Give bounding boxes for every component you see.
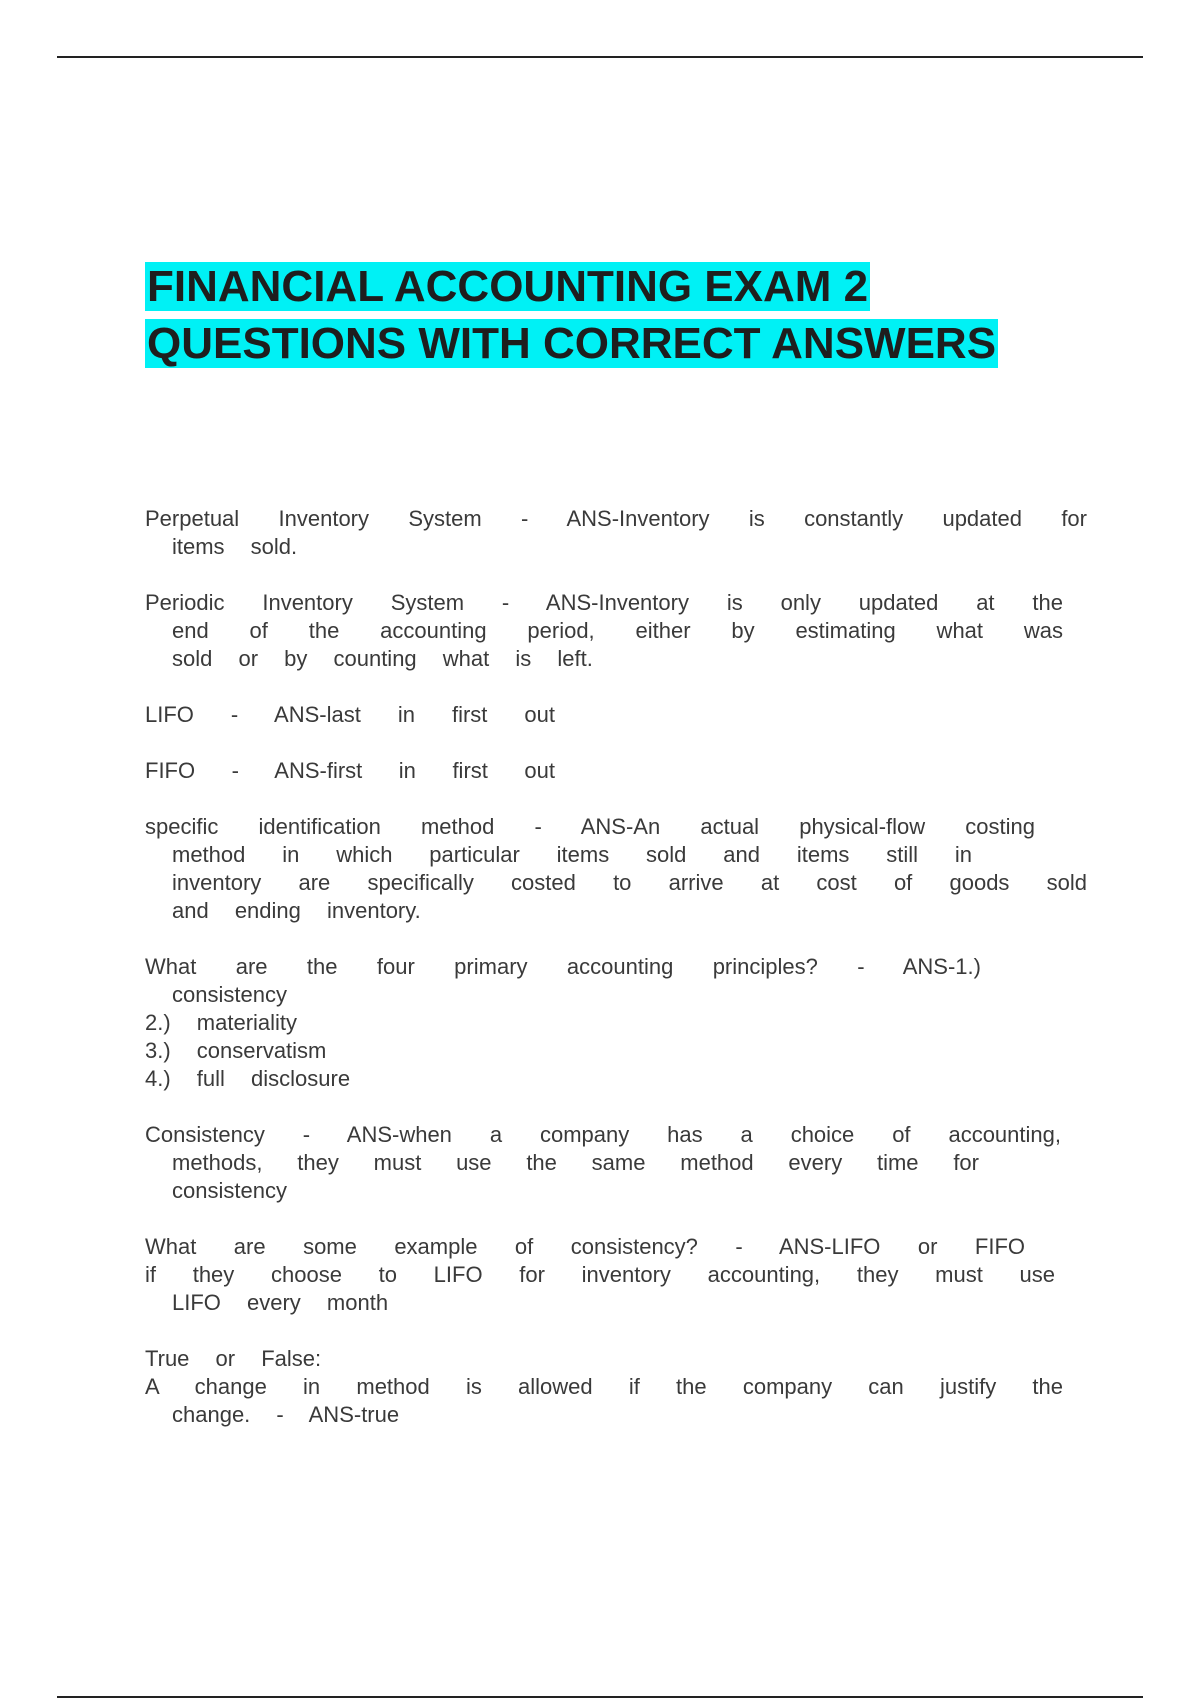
- qa-line: FIFO - ANS-first in first out: [145, 758, 555, 783]
- qa-line: True or False:: [145, 1346, 322, 1371]
- document-title: [145, 258, 1105, 372]
- qa-line: and ending inventory.: [172, 898, 421, 923]
- qa-line: 2.) materiality: [145, 1010, 298, 1035]
- qa-line: 4.) full disclosure: [145, 1066, 351, 1091]
- qa-line: items sold.: [172, 534, 298, 559]
- qa-entry: [145, 1345, 1087, 1429]
- qa-line: consistency: [172, 982, 287, 1007]
- qa-line: A change in method is allowed if the company can justify the: [145, 1374, 1063, 1399]
- qa-line: inventory are specifically costed to arrive at cost of goods sold: [172, 870, 1087, 895]
- title-line-1: FINANCIAL ACCOUNTING EXAM 2: [147, 262, 869, 311]
- qa-line: end of the accounting period, either by estimating what was: [172, 618, 1063, 643]
- qa-entry: [145, 701, 555, 729]
- qa-line: LIFO every month: [172, 1290, 389, 1315]
- qa-line: Periodic Inventory System - ANS-Inventory is only updated at the: [145, 590, 1063, 615]
- qa-line: if they choose to LIFO for inventory accounting, they must use: [145, 1262, 1055, 1287]
- qa-entry: [145, 589, 1063, 673]
- header-rule: [57, 56, 1143, 58]
- title-line-2: QUESTIONS WITH CORRECT ANSWERS: [147, 319, 997, 368]
- qa-entry: [145, 1233, 1087, 1317]
- qa-line: method in which particular items sold and items still in: [172, 842, 972, 867]
- qa-line: sold or by counting what is left.: [172, 646, 593, 671]
- qa-line: specific identification method - ANS-An actual physical-flow costing: [145, 814, 1035, 839]
- qa-entry: [145, 757, 555, 785]
- qa-line: LIFO - ANS-last in first out: [145, 702, 555, 727]
- qa-line: consistency: [172, 1178, 287, 1203]
- qa-line: Perpetual Inventory System - ANS-Inventory is constantly updated for: [145, 506, 1087, 531]
- qa-line: What are some example of consistency? - ANS-LIFO or FIFO: [145, 1234, 1025, 1259]
- qa-line: methods, they must use the same method every time for: [172, 1150, 979, 1175]
- qa-line: Consistency - ANS-when a company has a choice of accounting,: [145, 1122, 1061, 1147]
- qa-entry: [145, 1121, 1087, 1205]
- qa-line: change. - ANS-true: [172, 1402, 400, 1427]
- qa-entry: [145, 953, 1087, 1093]
- qa-entry: [145, 505, 1087, 561]
- qa-list: [145, 505, 1087, 1457]
- qa-entry: [145, 813, 1087, 925]
- qa-line: What are the four primary accounting principles? - ANS-1.): [145, 954, 981, 979]
- footer-rule: [57, 1696, 1143, 1698]
- qa-line: 3.) conservatism: [145, 1038, 327, 1063]
